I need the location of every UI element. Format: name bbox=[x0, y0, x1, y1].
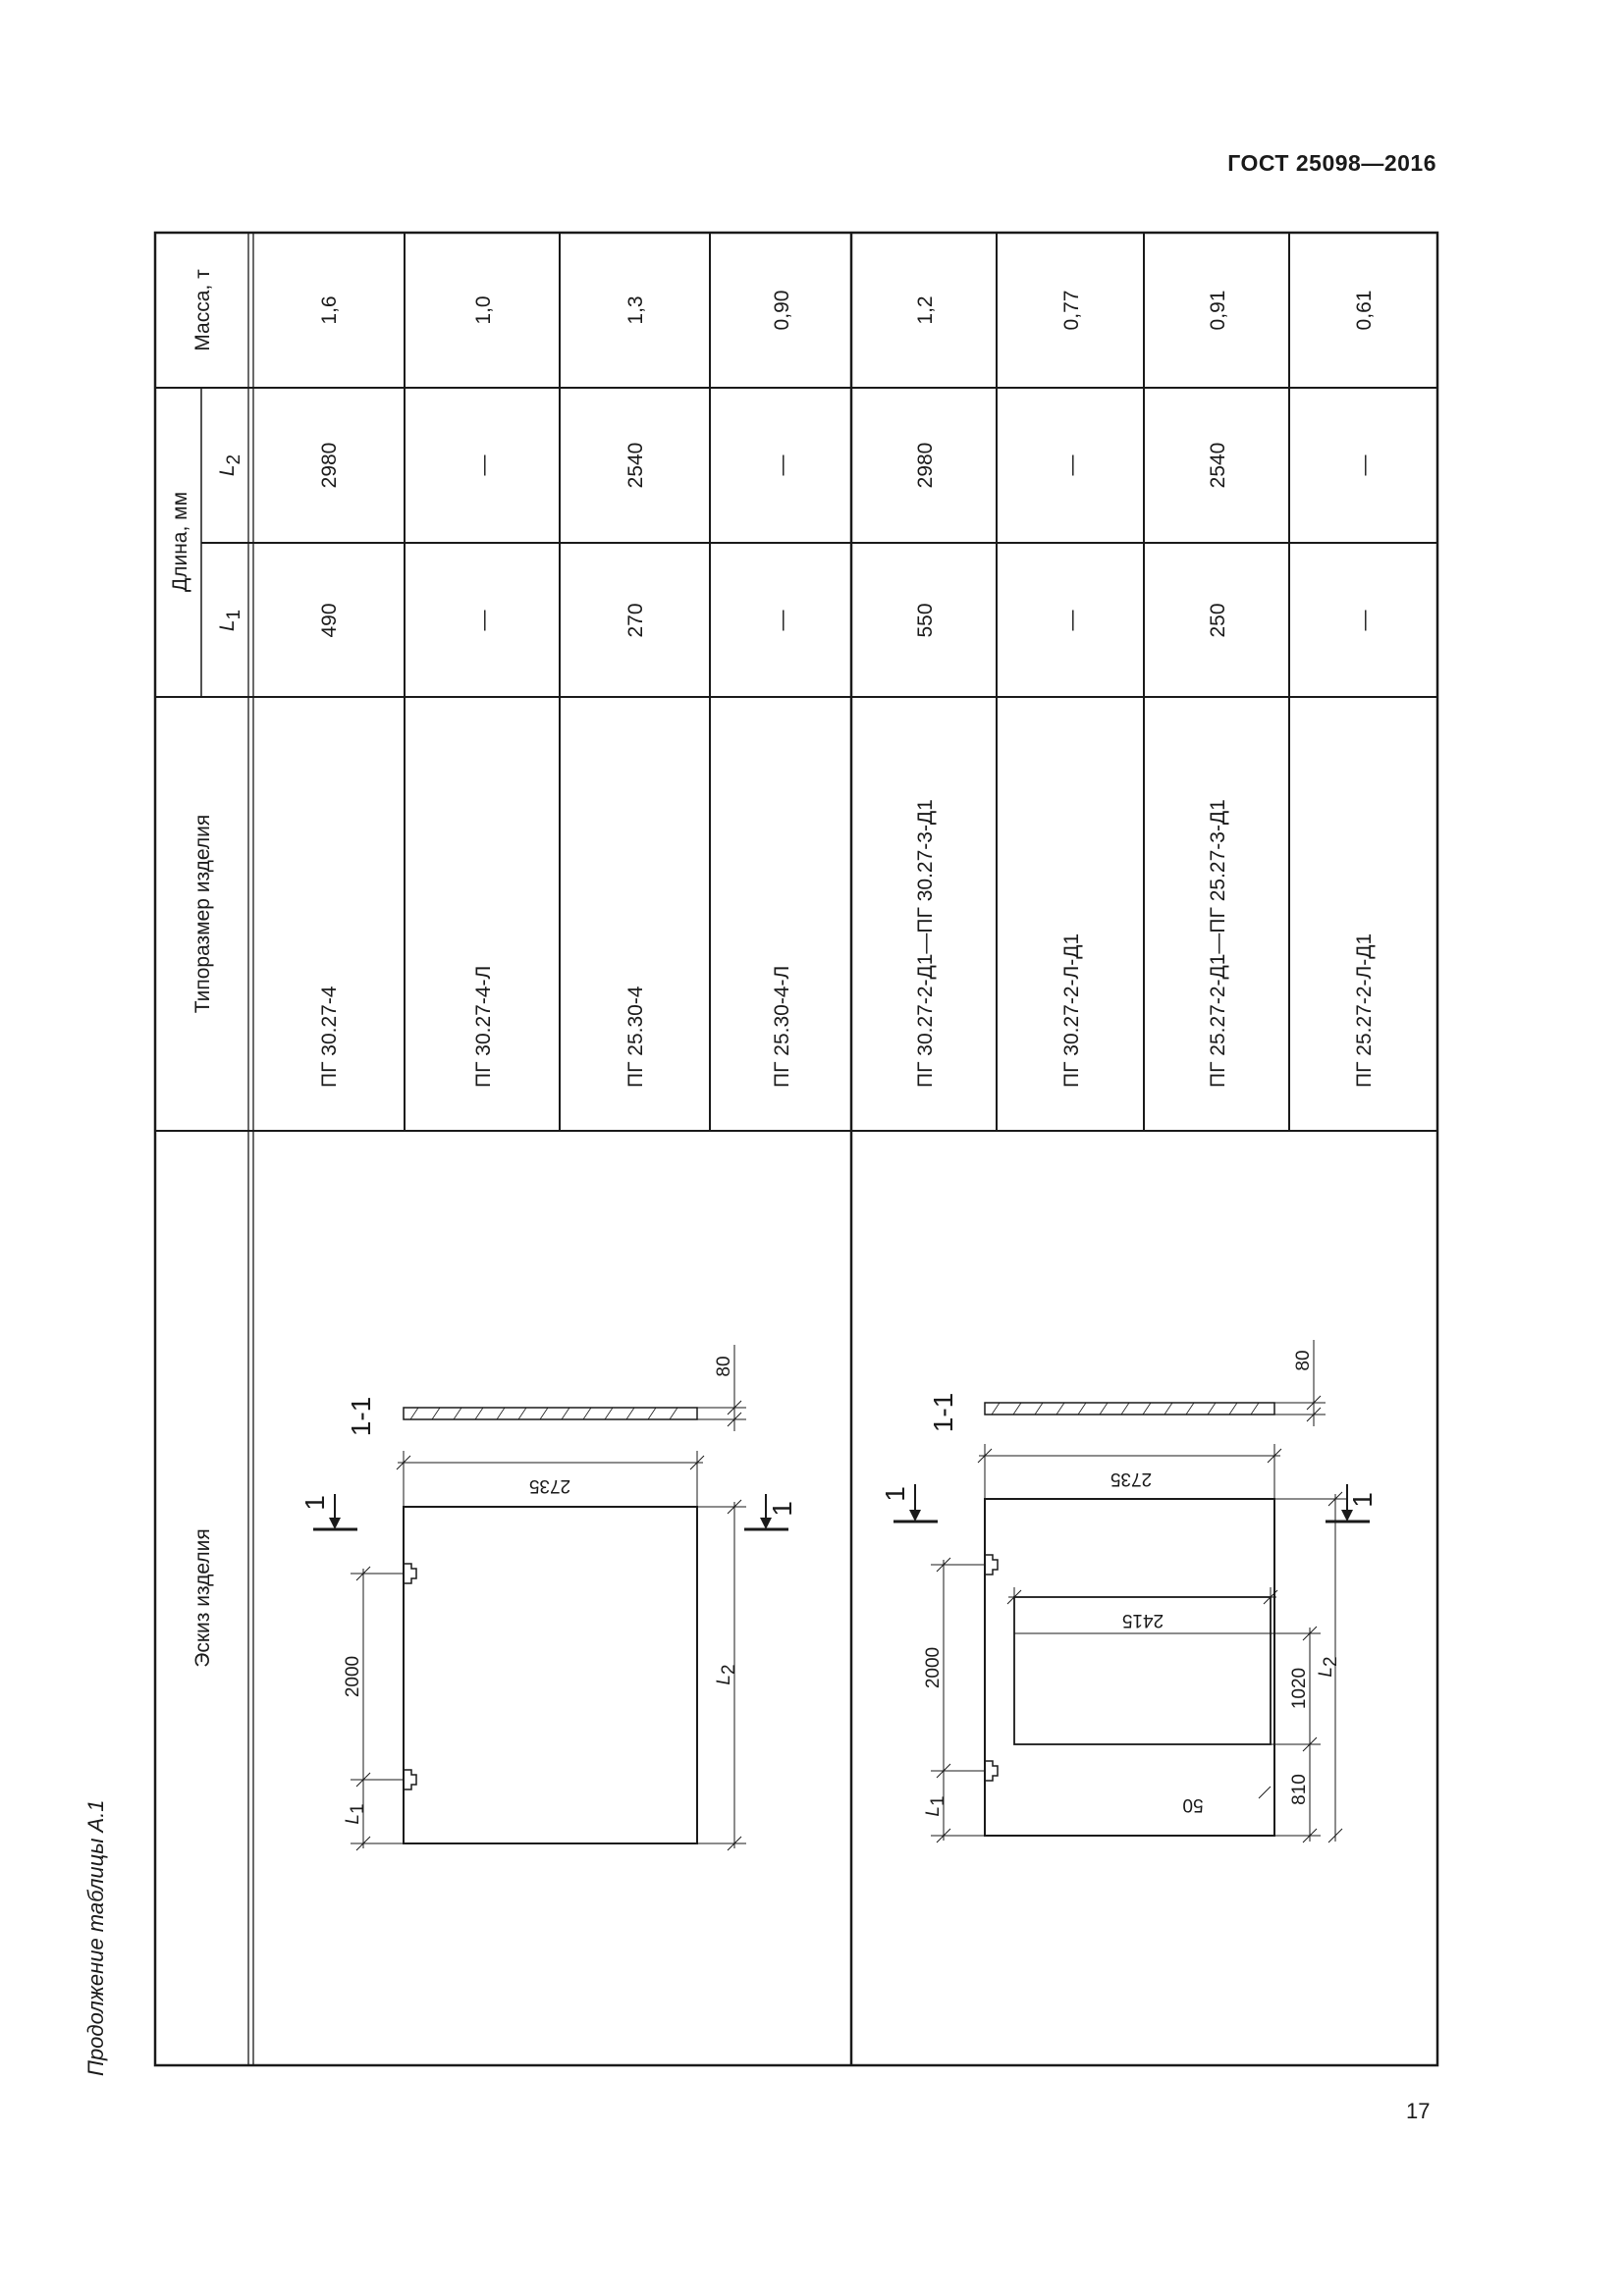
dim-thickness: 80 bbox=[714, 1356, 734, 1377]
cell-type-size: ПГ 30.27-4 bbox=[318, 986, 341, 1088]
cell-mass: 0,91 bbox=[1207, 290, 1229, 331]
dim-offset: 50 bbox=[1182, 1794, 1204, 1815]
cell-l1: 550 bbox=[914, 603, 937, 638]
table-row bbox=[771, 291, 793, 1088]
table-row bbox=[318, 295, 341, 1088]
section-label: 1-1 bbox=[928, 1392, 958, 1433]
cell-type-size: ПГ 30.27-2-Д1—ПГ 30.27-3-Д1 bbox=[914, 799, 937, 1088]
cell-mass: 1,0 bbox=[472, 295, 495, 325]
cut-label-top: 1 bbox=[299, 1495, 330, 1511]
dim-l1: L1 bbox=[343, 1803, 368, 1825]
dim-l2: L2 bbox=[1316, 1656, 1341, 1678]
cell-l1: — bbox=[1353, 610, 1376, 631]
cell-l1: 490 bbox=[318, 603, 341, 638]
header-l1: L1 bbox=[216, 609, 244, 632]
cell-mass: 1,6 bbox=[318, 295, 341, 325]
sketch-panel-with-opening bbox=[880, 1340, 1378, 1842]
dim-sill: 810 bbox=[1289, 1774, 1310, 1805]
standard-code: ГОСТ 25098—2016 bbox=[1227, 150, 1436, 176]
cell-l1: — bbox=[1060, 610, 1083, 631]
dim-opening-height: 1020 bbox=[1289, 1667, 1310, 1710]
cell-l2: — bbox=[472, 454, 495, 476]
page-number: 17 bbox=[1406, 2099, 1431, 2123]
header-l2: L2 bbox=[216, 454, 244, 477]
section-label: 1-1 bbox=[346, 1396, 376, 1437]
cut-label-bottom: 1 bbox=[1347, 1492, 1378, 1508]
table-caption: Продолжение таблицы А.1 bbox=[83, 1799, 108, 2076]
dim-l2: L2 bbox=[714, 1664, 739, 1685]
cell-mass: 1,2 bbox=[914, 295, 937, 325]
cell-l2: 2540 bbox=[624, 442, 647, 489]
header-length: Длина, мм bbox=[169, 491, 191, 593]
table-headers bbox=[169, 269, 244, 1668]
table-row bbox=[1060, 291, 1083, 1088]
cell-mass: 1,3 bbox=[624, 295, 647, 325]
table-grid bbox=[155, 233, 1437, 2065]
cell-mass: 0,90 bbox=[771, 290, 793, 331]
cell-mass: 0,77 bbox=[1060, 290, 1083, 331]
cell-type-size: ПГ 25.27-2-Д1—ПГ 25.27-3-Д1 bbox=[1207, 799, 1229, 1088]
cut-label-top: 1 bbox=[880, 1486, 910, 1502]
header-sketch: Эскиз изделия bbox=[191, 1528, 214, 1668]
table-row bbox=[914, 295, 937, 1088]
cell-l1: — bbox=[771, 610, 793, 631]
cell-type-size: ПГ 25.27-2-Л-Д1 bbox=[1353, 933, 1376, 1088]
cell-l1: — bbox=[472, 610, 495, 631]
dim-thickness: 80 bbox=[1293, 1350, 1314, 1371]
dim-spacing: 2000 bbox=[923, 1646, 944, 1689]
cell-type-size: ПГ 30.27-4-Л bbox=[472, 965, 495, 1088]
cell-l2: — bbox=[1353, 454, 1376, 476]
table-row bbox=[1207, 291, 1229, 1088]
dim-width: 2735 bbox=[528, 1475, 571, 1496]
cell-l2: — bbox=[771, 454, 793, 476]
cell-l2: 2980 bbox=[318, 442, 341, 489]
cell-l2: 2540 bbox=[1207, 442, 1229, 489]
dim-l1: L1 bbox=[923, 1795, 948, 1817]
dim-spacing: 2000 bbox=[343, 1655, 363, 1698]
cut-label-bottom: 1 bbox=[767, 1501, 797, 1517]
header-type-size: Типоразмер изделия bbox=[191, 814, 214, 1014]
cell-l1: 250 bbox=[1207, 603, 1229, 638]
dim-width: 2735 bbox=[1110, 1468, 1153, 1489]
table-row bbox=[1353, 291, 1376, 1088]
header-mass: Масса, т bbox=[191, 269, 214, 351]
table-row bbox=[472, 295, 495, 1088]
cell-type-size: ПГ 30.27-2-Л-Д1 bbox=[1060, 933, 1083, 1088]
dim-opening-width: 2415 bbox=[1121, 1610, 1164, 1630]
cell-l2: — bbox=[1060, 454, 1083, 476]
cell-type-size: ПГ 25.30-4-Л bbox=[771, 965, 793, 1088]
cell-mass: 0,61 bbox=[1353, 290, 1376, 331]
cell-l2: 2980 bbox=[914, 442, 937, 489]
cell-type-size: ПГ 25.30-4 bbox=[624, 986, 647, 1088]
sketch-panel-solid bbox=[299, 1345, 797, 1850]
table-row bbox=[624, 295, 647, 1088]
cell-l1: 270 bbox=[624, 603, 647, 638]
